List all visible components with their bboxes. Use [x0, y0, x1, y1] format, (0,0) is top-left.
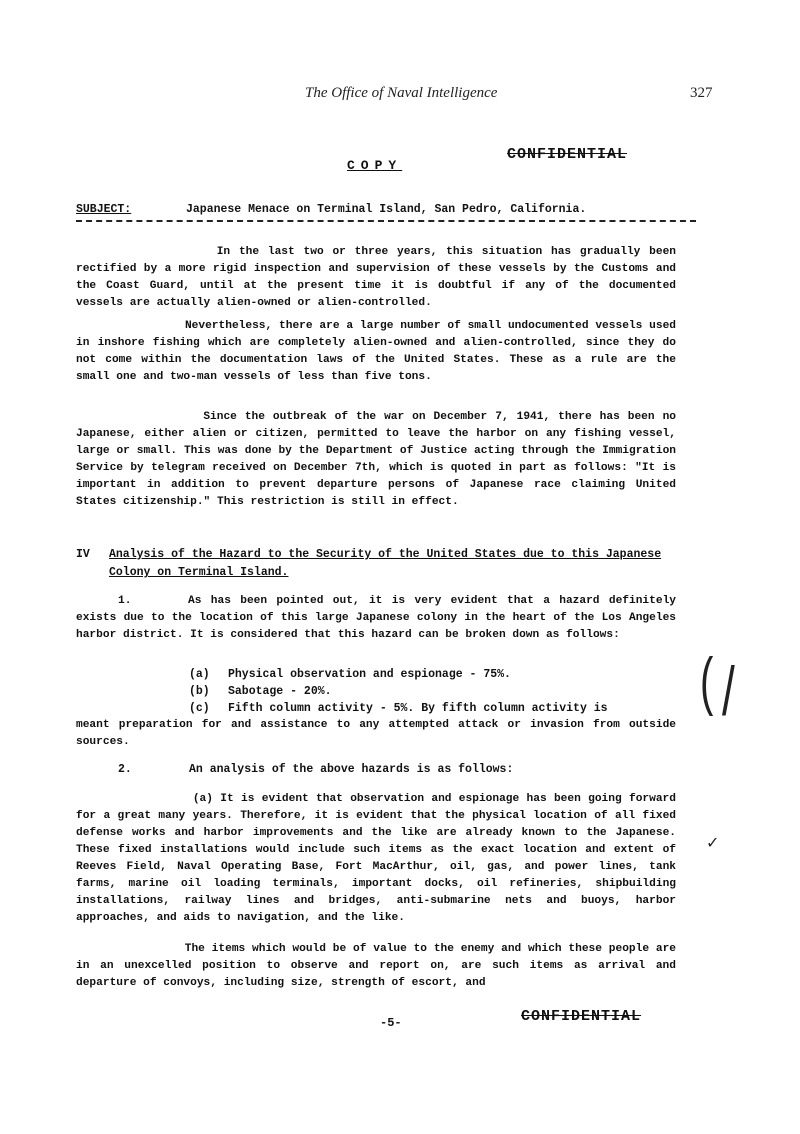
final-paragraph: The items which would be of value to the enemy and which these people are in an unexcelled position to observe and report on, are such items as arrival and departure of convoys, including size, strength of escort, and — [76, 943, 683, 989]
hazard-text: Fifth column activity - 5%. By fifth column activity is — [228, 702, 608, 715]
margin-line-mark: / — [722, 652, 735, 730]
hazard-label: (a) — [189, 668, 210, 681]
analysis-a-paragraph: (a) It is evident that observation and espionage has been going forward for a great many years. Therefore, it is evident that the physical location of all fixed defense works and harbor improvements and the like are already known to the Japanese. These fixed installations would include such items as the exact location and extent of Reeves Field, Naval Operating Base, Fort MacArthur, oil, gas, and power lines, tank farms, marine oil loading terminals, important docks, oil refineries, shipbuilding installations, railway lines and bridges, anti-submarine nets and buoys, harbor approaches, and aids to navigation, and the like. — [76, 793, 683, 924]
point2-text: An analysis of the above hazards is as follows: — [189, 763, 514, 776]
section-title: Analysis of the Hazard to the Security of the United States due to this Japanese Colony on Terminal Island. — [109, 548, 662, 579]
subject-label: SUBJECT: — [76, 203, 132, 216]
running-title: The Office of Naval Intelligence — [305, 85, 498, 101]
point1-text: As has been pointed out, it is very evident that a hazard definitely exists due to the location of this large Japanese colony in the heart of the Los Angeles harbor district. It is considered that this hazard can be broken down as follows: — [76, 595, 683, 641]
dashed-divider — [76, 220, 696, 222]
hazard-text: Physical observation and espionage - 75%. — [228, 668, 511, 681]
classification-bottom: CONFIDENTIAL — [521, 1008, 642, 1025]
point1-number: 1. — [118, 595, 132, 607]
hazard-text: Sabotage - 20%. — [228, 685, 332, 698]
hazard-label: (c) — [189, 702, 210, 715]
hazard-label: (b) — [189, 685, 210, 698]
paragraph-undocumented-vessels: Nevertheless, there are a large number of small undocumented vessels used in inshore fishing which are completely alien-owned and alien-controlled, since they do not come within the documentation laws of the United States. These as a rule are the small one and two-man vessels of less than five tons. — [76, 320, 683, 383]
paragraph-outbreak-of-war: Since the outbreak of the war on December 7, 1941, there has been no Japanese, either alien or citizen, permitted to leave the harbor on any fishing vessel, large or small. This was done by the Department of Justice acting through the Immigration Service by telegram received on December 7th, which is quoted in part as follows: "It is important in addition to prevent departure persons of Japanese race claiming United States citizenship." This restriction is still in effect. — [76, 411, 683, 508]
subject-text: Japanese Menace on Terminal Island, San Pedro, California. — [186, 203, 587, 216]
copy-mark: COPY — [347, 158, 403, 173]
hazard-c-continuation: meant preparation for and assistance to any attempted attack or invasion from outside sources. — [76, 719, 683, 748]
document-page-number: -5- — [380, 1016, 402, 1030]
classification-top: CONFIDENTIAL — [507, 146, 628, 163]
margin-check-mark: ✓ — [706, 835, 720, 852]
section-heading — [76, 546, 676, 582]
paragraph-rectified: In the last two or three years, this situation has gradually been rectified by a more rigid inspection and supervision of these vessels by the Customs and the Coast Guard, until at the present time it is doubtful if any of the documented vessels are actually alien-owned or alien-controlled. — [76, 246, 683, 309]
section-number: IV — [76, 548, 90, 561]
margin-bracket-mark: ( — [700, 646, 714, 717]
point2-number: 2. — [118, 763, 132, 776]
book-page-number: 327 — [690, 85, 713, 101]
